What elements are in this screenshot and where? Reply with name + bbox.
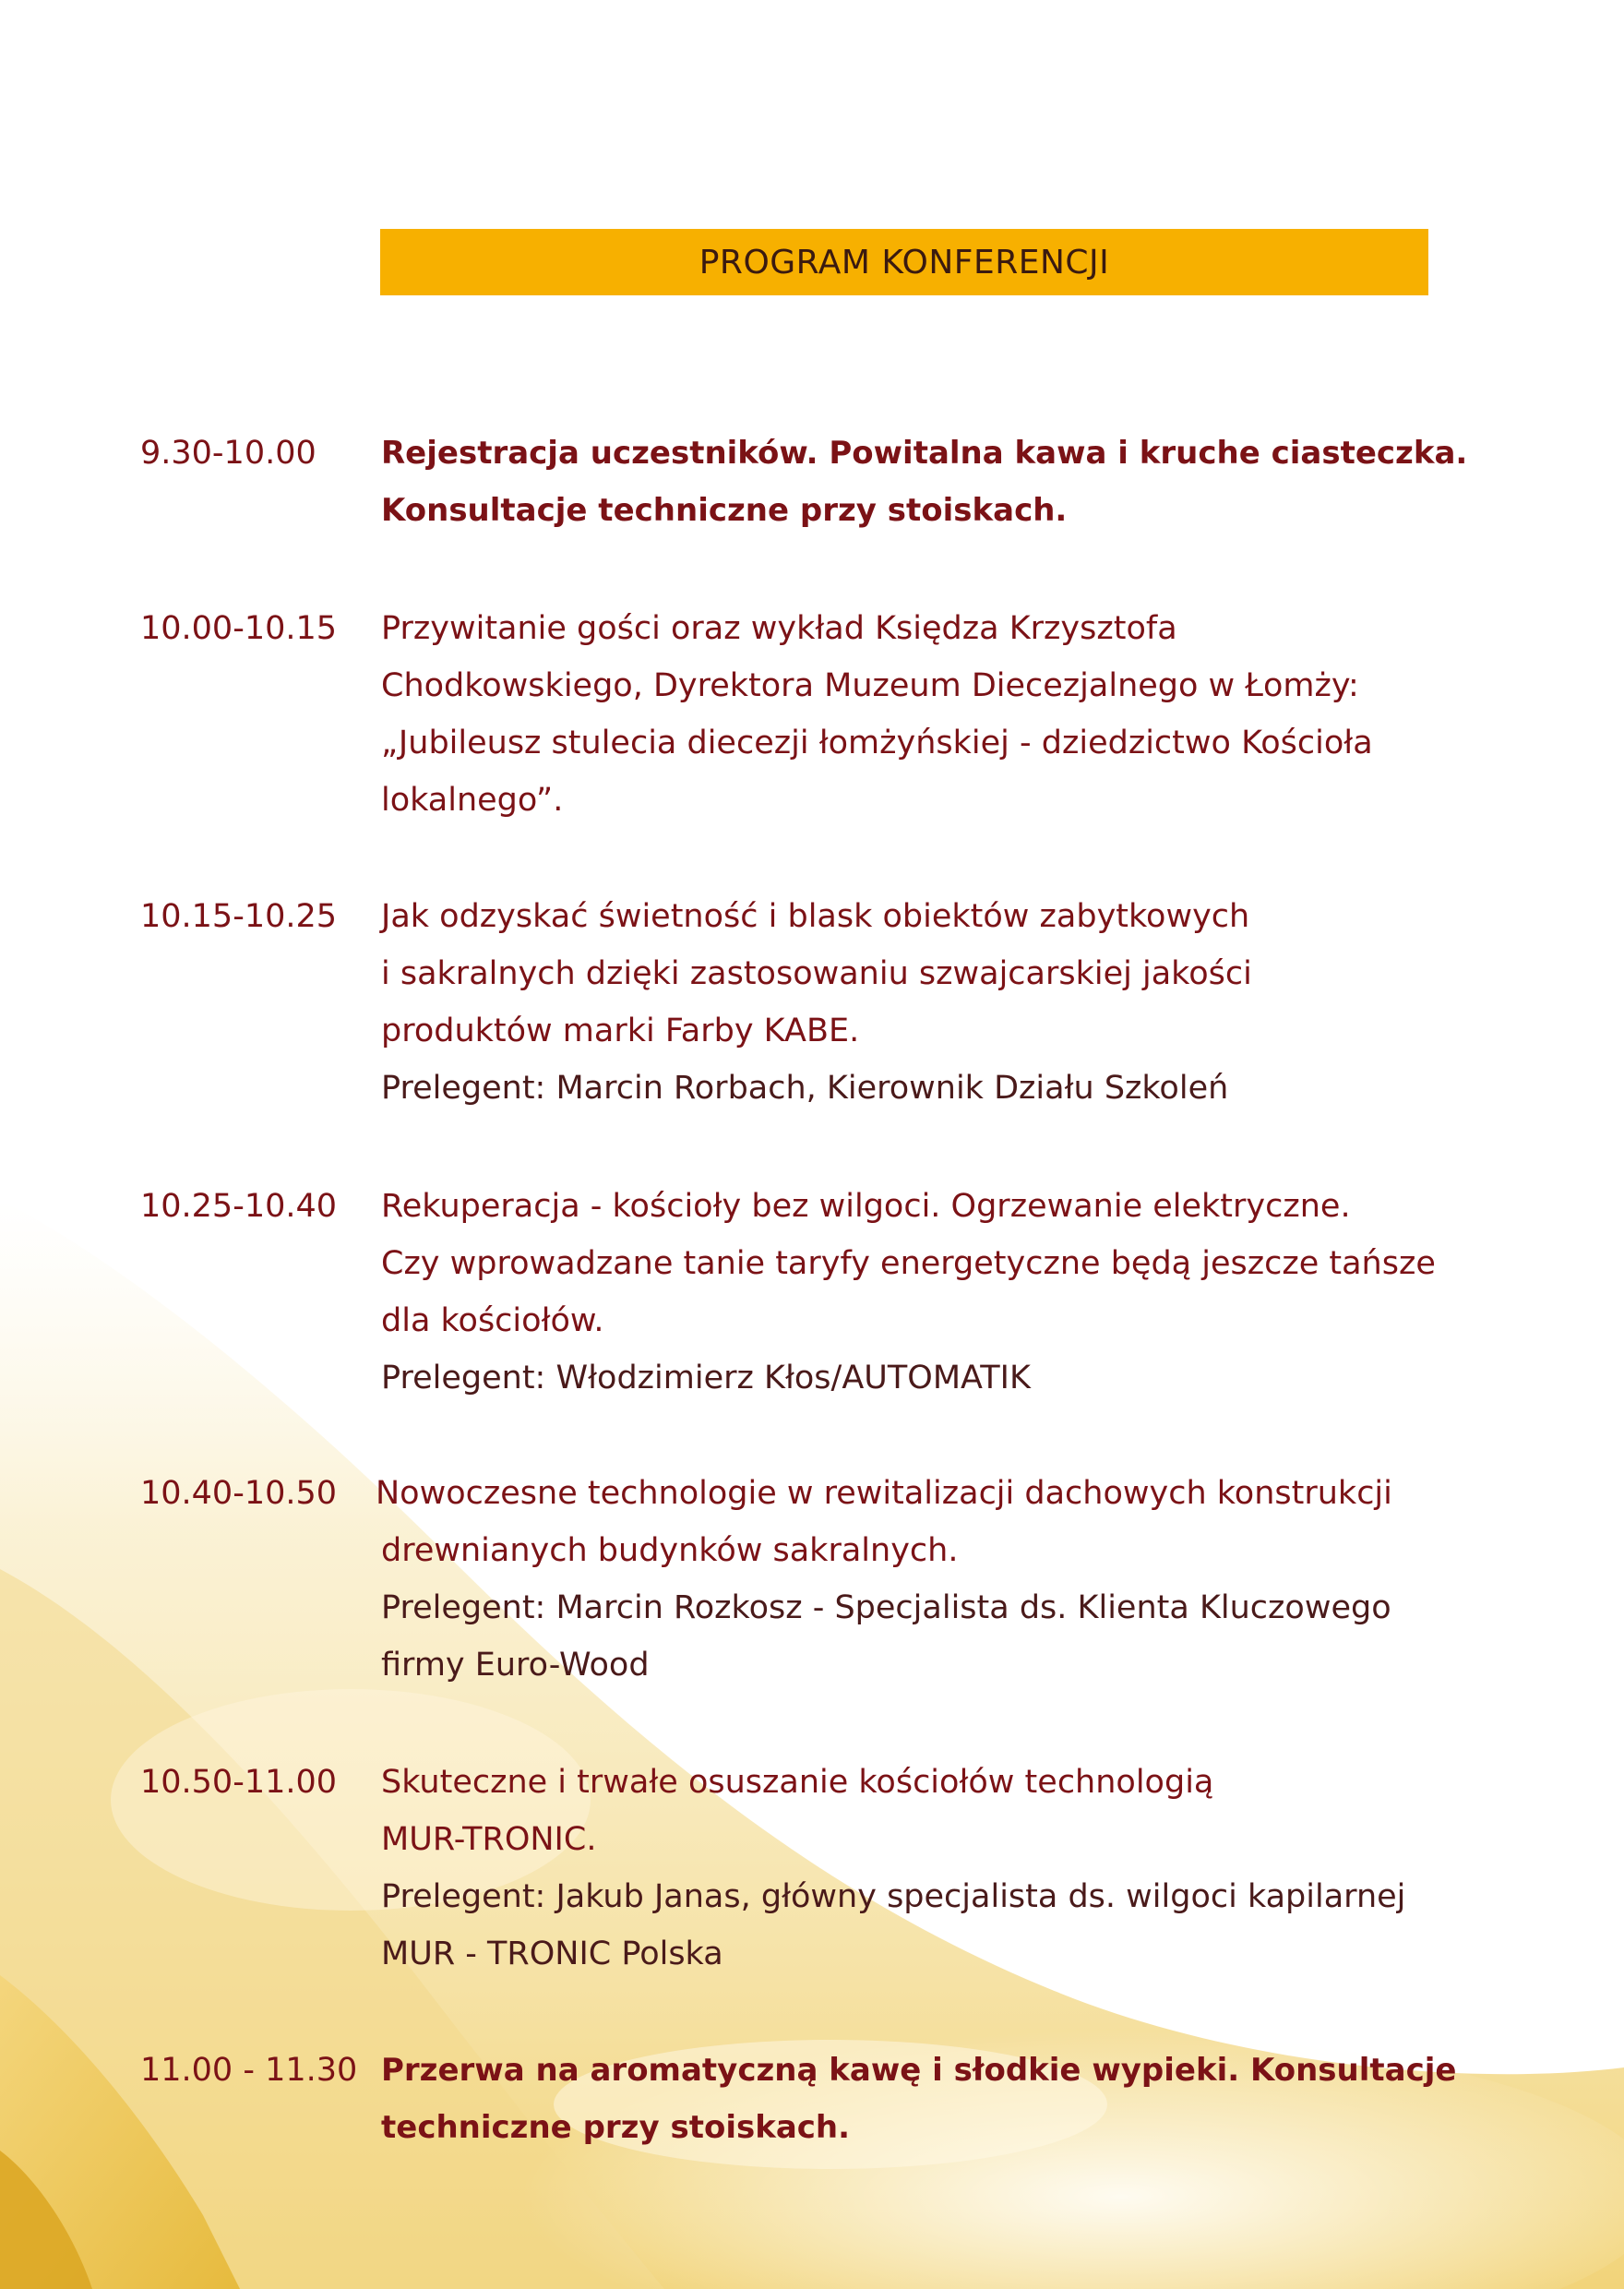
entry-time: 10.50-11.00 bbox=[140, 1764, 338, 1801]
entry-description bbox=[381, 425, 1516, 539]
description-line: Chodkowskiego, Dyrektora Muzeum Diecezjalnego w Łomży: bbox=[381, 667, 1359, 704]
description-line: lokalnego”. bbox=[381, 782, 564, 819]
description-line: Nowoczesne technologie w rewitalizacji dachowych konstrukcji bbox=[376, 1475, 1392, 1512]
description-line: Jak odzyskać świetność i blask obiektów zabytkowych bbox=[381, 898, 1250, 935]
page-title: PROGRAM KONFERENCJI bbox=[699, 244, 1110, 282]
entry-description bbox=[381, 1178, 1516, 1407]
description-line: drewnianych budynków sakralnych. bbox=[381, 1532, 959, 1569]
entry-time: 10.25-10.40 bbox=[140, 1188, 338, 1225]
speaker-line: Prelegent: Jakub Janas, główny specjalista ds. wilgoci kapilarnej bbox=[381, 1878, 1406, 1915]
speaker-line: Prelegent: Marcin Rozkosz - Specjalista ds. Klienta Kluczowego bbox=[381, 1589, 1391, 1626]
entry-time: 10.00-10.15 bbox=[140, 610, 338, 647]
description-line: MUR-TRONIC. bbox=[381, 1821, 597, 1858]
description-line: techniczne przy stoiskach. bbox=[381, 2109, 851, 2146]
description-line: Rekuperacja - kościoły bez wilgoci. Ogrzewanie elektryczne. bbox=[381, 1188, 1351, 1225]
entry-time: 10.40-10.50 bbox=[140, 1475, 338, 1512]
description-line: Przerwa na aromatyczną kawę i słodkie wypieki. Konsultacje bbox=[381, 2052, 1457, 2089]
speaker-line: Prelegent: Włodzimierz Kłos/AUTOMATIK bbox=[381, 1360, 1031, 1396]
entry-description bbox=[381, 2042, 1516, 2156]
entry-description bbox=[381, 600, 1516, 829]
entry-description bbox=[376, 1465, 1516, 1694]
description-line: Rejestracja uczestników. Powitalna kawa i kruche ciasteczka. bbox=[381, 435, 1468, 472]
speaker-line: firmy Euro-Wood bbox=[381, 1647, 650, 1684]
description-line: Przywitanie gości oraz wykład Księdza Krzysztofa bbox=[381, 610, 1177, 647]
speaker-line: Prelegent: Marcin Rorbach, Kierownik Działu Szkoleń bbox=[381, 1070, 1229, 1107]
description-line: dla kościołów. bbox=[381, 1302, 604, 1339]
entry-description bbox=[381, 888, 1516, 1117]
speaker-line: MUR - TRONIC Polska bbox=[381, 1935, 723, 1972]
description-line: produktów marki Farby KABE. bbox=[381, 1013, 860, 1049]
description-line: Czy wprowadzane tanie taryfy energetyczne będą jeszcze tańsze bbox=[381, 1245, 1436, 1282]
entry-description bbox=[381, 1754, 1516, 1983]
entry-time: 9.30-10.00 bbox=[140, 435, 316, 472]
description-line: „Jubileusz stulecia diecezji łomżyńskiej - dziedzictwo Kościoła bbox=[381, 725, 1373, 761]
entry-time: 11.00 - 11.30 bbox=[140, 2052, 358, 2089]
description-line: i sakralnych dzięki zastosowaniu szwajcarskiej jakości bbox=[381, 955, 1252, 992]
description-line: Konsultacje techniczne przy stoiskach. bbox=[381, 492, 1068, 529]
entry-time: 10.15-10.25 bbox=[140, 898, 338, 935]
description-line: Skuteczne i trwałe osuszanie kościołów technologią bbox=[381, 1764, 1214, 1801]
